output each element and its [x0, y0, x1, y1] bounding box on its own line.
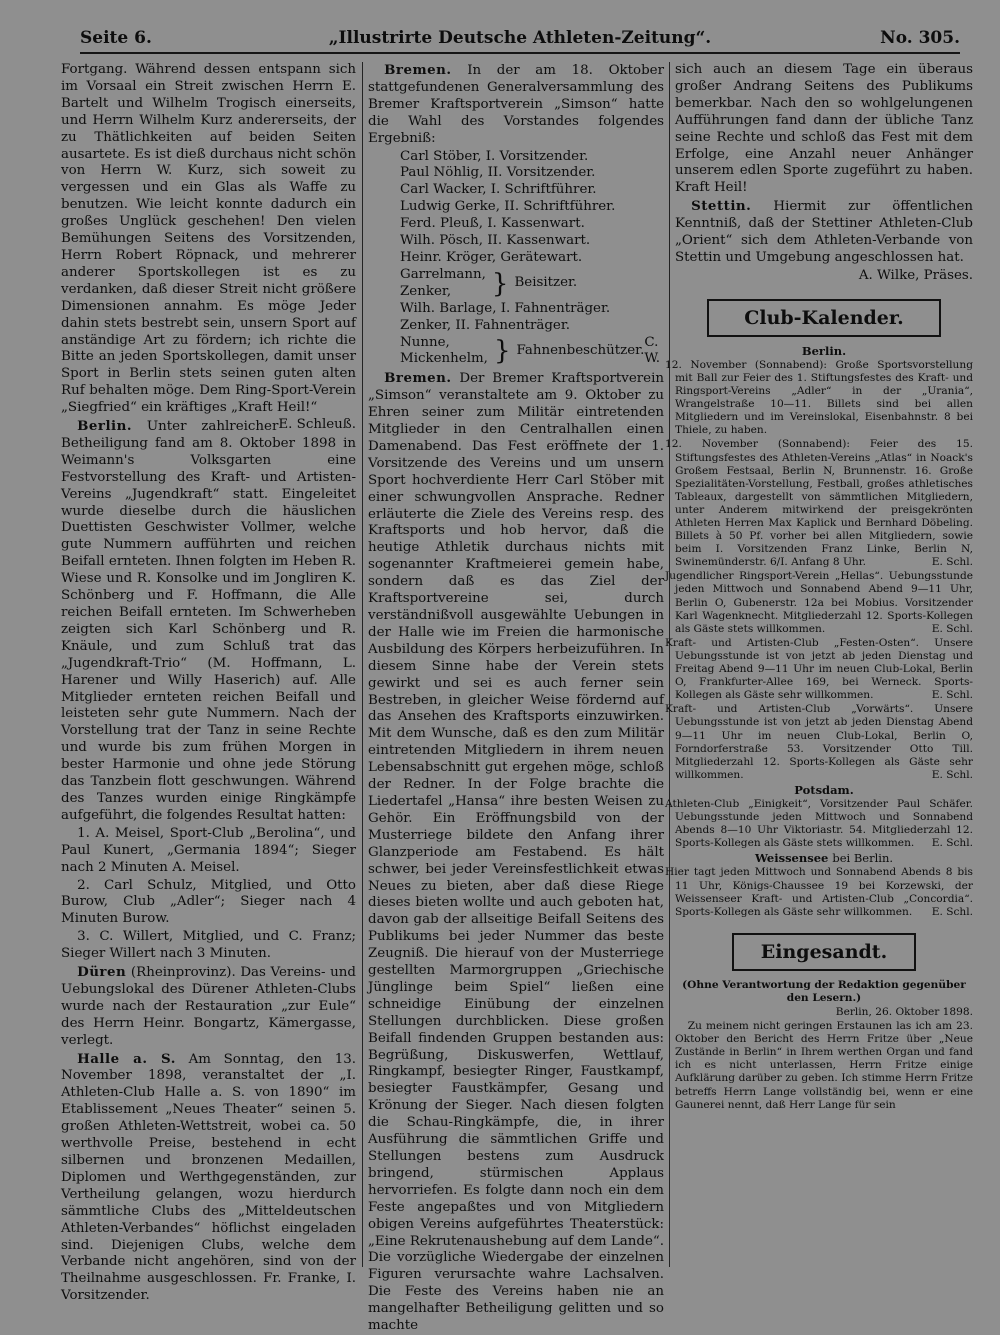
issue-number: No. 305. [880, 28, 960, 48]
paragraph-text: (Rheinprovinz). Das Vereins- und Uebungslokal des Dürener Athleten-Clubs wurde nach der Restauration „zur Eule“ des Herrn Heinr. Bongartz, Kämergasse, verlegt. [61, 965, 356, 1048]
page-header [80, 26, 960, 54]
calendar-entry [665, 866, 973, 918]
signature: E. Schl. [931, 768, 973, 781]
column-3 [665, 62, 973, 1267]
city-heading: Bremen. [384, 62, 452, 78]
calendar-entry [665, 797, 973, 850]
article-bremen-1 [368, 62, 664, 148]
entry-text: Athleten-Club „Einigkeit“, Vorsitzender Paul Schäfer. Uebungsstunde jeden Mittwoch und Sonnabend Abends 8—10 Uhr Viktoriastr. 54. Mitgliederzahl 12. Sports-Kollegen als Gäste stets willkommen. [665, 797, 973, 850]
paragraph-text: Fortgang. Während dessen entspann sich im Vorsaal ein Streit zwischen Herrn E. Bartelt und Wilhelm Trogisch einerseits, und Herrn Wilhelm Kurz andererseits, der zu Thätlichkeiten auf beiden Seiten ausartete. Es ist dieß durchaus nicht schön von Herrn W. Kurz, sich soweit zu vergessen und ein Glas als Waffe zu benutzen. Wie leicht konnte dadurch ein großes Unglück geschehen! Den vielen Bemühungen Seitens des Vorsitzenden, Herrn Robert Röpnack, und mehrerer anderer Sportskollegen ist es zu verdanken, daß dieser Streit nicht größere Dimensionen annahm. Es möge Jeder dahin stets bestrebt sein, unsern Sport auf anständige Art zu fördern; ich richte die Bitte an jeden Sportskollegen, damit unser Sport in Berlin stets seinen guten alten Ruf behalten möge. Dem Ring-Sport-Verein „Siegfried“ ein kräftiges „Kraft Heil!“ [61, 62, 356, 416]
paragraph-text: Der Bremer Kraftsportverein „Simson“ veranstaltete am 9. Oktober zu Ehren seiner zum Militär eintretenden Mitglieder in den Centralhallen einen Damenabend. Das Fest eröffnete der 1. Vorsitzende des Vereins und um unsern Sport hochverdiente Herr Carl Stöber mit einer schwungvollen Ansprache. Redner erläuterte die Ziele des Vereins resp. des Kraftsports und hob hervor, daß die heutige Athletik durchaus nichts mit sogenannter Kraftmeierei gemein habe, sondern daß es das Ziel der Kraftsportvereine sei, durch verständnißvoll ausgewählte Uebungen in der Halle wie im Freien die harmonische Ausbildung des Körpers herbeizuführen. In diesem Sinne habe der Verein stets gewirkt und sei es auch ferner sein Bestreben, in gleicher Weise fördernd auf das Ansehen des Kraftsports einzuwirken. Mit dem Wunsche, daß es den zum Militär eintretenden Mitgliedern in ihrem neuen Lebensabschnitt gut ergehen möge, schloß der Redner. In der Folge brachte die Liedertafel „Hansa“ ihre besten Weisen zu Gehör. Ein Eröffnungsbild von der Musterriege bildete den Anfang ihrer Glanzperiode am Festabend. Es hält schwer, bei jeder Vereinsfestlichkeit etwas Neues zu bieten, aber daß diese Riege dieses bieten wollte und auch geboten hat, davon gab der allseitige Beifall Seitens des Publikums bei jeder Nummer das beste Zeugniß. Die hierauf von der Musterriege gestellten Marmorgruppen „Griechische Jünglinge beim Spiel“ ließen eine schneidige Einübung der einzelnen Stellungen durchblicken. Diese großen Beifall findenden Gruppen bestanden aus: Begrüßung, Diskuswerfen, Wettlauf, Ringkampf, besiegter Ringer, Faustkampf, besiegter Faustkämpfer, Gesang und Krönung der Sieger. Nach diesen folgten die Schau-Ringkämpfe, die, in ihrer Ausführung die sämmtlichen Griffe und Stellungen bestens zum Ausdruck bringend, stürmischen Applaus hervorriefen. Es folgte dann noch ein dem Feste angepaßtes und von Mitgliedern obigen Vereins aufgeführtes Theaterstück: „Eine Rekrutenaushebung auf dem Lande“. Die vorzügliche Wiedergabe der einzelnen Figuren verursachte wahre Lachsalven. Die Feste des Vereins haben nie an mangelhafter Betheiligung gelitten und so machte [368, 371, 665, 1334]
signature: E. Schl. [931, 556, 973, 569]
disclaimer: (Ohne Verantwortung der Redaktion gegenüber den Lesern.) [682, 978, 966, 1004]
beisitzer-group [400, 267, 664, 301]
signature: E. Schleuß. [278, 417, 356, 433]
officer-item: Wilh. Pösch, II. Kassenwart. [400, 233, 591, 249]
entry-text: Hier tagt jeden Mittwoch und Sonnabend Abends 8 bis 11 Uhr, Königs-Chaussee 19 bei Korzewski, der Weissenseer Kraft- und Artisten-Club „Concordia“. Sports-Kollegen als Gäste sehr willkommen. [665, 866, 973, 918]
paragraph-text: In der am 18. Oktober stattgefundenen Generalversammlung des Bremer Kraftsportverein „Simson“ hatte die Wahl des Vorstandes folgendes Ergebniß: [368, 63, 665, 146]
column-divider [669, 62, 670, 1267]
calendar-city-heading [675, 852, 973, 865]
calendar-entry: 12. November (Sonnabend): Große Sportsvorstellung mit Ball zur Feier des 1. Stiftungsfestes des Kraft- und Ringsport-Vereins „Adler“ in der „Urania“, Wrangelstraße 10—11. Billets sind bei allen Mitgliedern und im Vereinslokal, Eisenbahnstr. 8 bei Thiele, zu haben. [665, 358, 973, 437]
brace-icon: } [491, 268, 509, 299]
article-halle [61, 1051, 356, 1306]
city-heading: Düren [77, 964, 127, 981]
entry-text: Kraft- und Artisten-Club „Festen-Osten“. Unsere Uebungsstunde ist von jetzt ab jeden Dienstag und Freitag Abend 9—11 Uhr im neuen Club-Lokal, Berlin O, Frankfurter-Allee 169, bei Werneck. Sports-Kollegen als Gäste sehr willkommen. [665, 636, 973, 702]
letter-text: Zu meinem nicht geringen Erstaunen las ich am 23. Oktober den Bericht des Herrn Fritze über „Neue Zustände in Berlin“ in Ihrem werthen Organ und fand ich es nicht unterlassen, Herrn Fritze einige Aufklärung darüber zu geben. Ich stimme Herrn Fritze betreffs Herrn Lange vollständig bei, wenn er eine Gaunerei nennt, daß Herr Lange für sein [675, 1020, 973, 1111]
fahnen-group [400, 335, 664, 369]
article-dueren [61, 964, 356, 1050]
page-number: Seite 6. [80, 28, 152, 48]
calendar-city-heading: Potsdam. [794, 782, 854, 797]
paragraph-text: Hiermit zur öffentlichen Kenntniß, daß der Stettiner Athleten-Club „Orient“ sich dem Athleten-Verbande von Stettin und Umgebung angeschlossen hat. [675, 199, 973, 265]
city-heading: Stettin. [691, 198, 752, 215]
officer-item: Heinr. Kröger, Gerätewart. [400, 249, 583, 265]
officer-item: Carl Wacker, I. Schriftführer. [400, 182, 597, 198]
officer-list [400, 149, 664, 369]
article-bremen-2 [368, 370, 664, 1335]
city-sub: bei Berlin. [832, 851, 894, 866]
officer-item: Garrelmann, [400, 266, 486, 282]
brace-icon: } [493, 336, 511, 367]
article-berlin [61, 418, 356, 825]
city-heading: Bremen. [384, 370, 452, 387]
calendar-city-heading: Berlin. [801, 343, 847, 358]
calendar-entry [665, 636, 973, 702]
city-heading: Halle a. S. [77, 1050, 176, 1067]
signature: E. Schl. [931, 622, 973, 635]
result-item: 1. A. Meisel, Sport-Club „Berolina“, und Paul Kunert, „Germania 1894“; Sieger nach 2 Minuten A. Meisel. [61, 825, 356, 875]
officer-item: Paul Nöhlig, II. Vorsitzender. [400, 165, 596, 181]
role-label: Beisitzer. [514, 275, 578, 291]
city-name: Weissensee [754, 851, 829, 866]
city-heading: Berlin. [77, 418, 133, 435]
officer-item: Wilh. Barlage, I. Fahnenträger. [400, 300, 611, 316]
calendar-entry [665, 703, 973, 782]
signature: A. Wilke, Präses. [858, 267, 973, 283]
signature: E. Schl. [931, 837, 973, 850]
signature: Fr. Franke, I. Vorsitzender. [61, 1271, 356, 1304]
officer-item: Nunne, [400, 334, 450, 350]
officer-item: Ludwig Gerke, II. Schriftführer. [400, 199, 616, 215]
officer-item: Carl Stöber, I. Vorsitzender. [400, 148, 589, 164]
signature: C. W. [644, 334, 661, 367]
eingesandt-section [675, 979, 973, 1112]
article-stettin [675, 198, 973, 267]
calendar-entry [665, 570, 973, 635]
newspaper-title: „Illustrirte Deutsche Athleten-Zeitung“. [328, 28, 712, 48]
officer-item: Zenker, [400, 283, 452, 299]
entry-text: Kraft- und Artisten-Club „Vorwärts“. Unsere Uebungsstunde ist von jetzt ab jeden Dienstag Abend 9—11 Uhr im neuen Club-Lokal, Berlin O, Forndorferstraße 53. Vorsitzender Otto Till. Mitgliederzahl 12. Sports-Kollegen als Gäste sehr willkommen. [665, 703, 973, 781]
section-title: Eingesandt. [760, 940, 888, 963]
entry-text: Jugendlicher Ringsport-Verein „Hellas“. Uebungsstunde jeden Mittwoch und Sonnabend Abend 9—11 Uhr, Berlin O, Gubenerstr. 12a bei Mobius. Vorsitzender Karl Wagenknecht. Mitgliederzahl 12. Sports-Kollegen als Gäste stets willkommen. [665, 570, 973, 635]
signature: E. Schl. [931, 905, 973, 918]
paragraph-text: Unter zahlreicher Betheiligung fand am 8. Oktober 1898 in Weimann's Volksgarten eine Festvorstellung des Kraft- und Artisten-Vereins „Jugendkraft“ statt. Eingeleitet wurde dieselbe durch die häuslichen Duettisten Geschwister Vollmer, welche gute Nummern aufführten und reichen Beifall ernteten. Ihnen folgten im Heben R. Wiese und R. Konsolke und im Jongliren K. Schönberg und F. Hoffmann, die Alle reichen Beifall ernteten. Im Schwerheben zeigten sich Karl Schönberg und R. Knäule, und zum Schluß trat das „Jugendkraft-Trio“ (M. Hoffmann, L. Harener und Willy Haserich) auf. Alle Mitglieder ernteten reichen Beifall und leisteten sehr gute Nummern. Nach der Vorstellung trat der Tanz in seine Rechte und wurde bis zum frühen Morgen in bester Harmonie und ohne jede Störung das Tanzbein flott geschwungen. Während des Tanzes wurden einige Ringkämpfe aufgeführt, die folgendes Resultat hatten: [61, 419, 356, 823]
article-continued: sich auch an diesem Tage ein überaus großer Andrang Seitens des Publikums bemerkbar. Nach den so wohlgelungenen Aufführungen fand dann der übliche Tanz seine Rechte und schloß das Fest mit dem Erfolge, eine Anzahl neuer Anhänger unserem edlen Sporte zugeführt zu haben. Kraft Heil! [675, 62, 973, 196]
role-label: Fahnenbeschützer. [516, 342, 645, 358]
column-1 [61, 62, 356, 1304]
officer-item: Zenker, II. Fahnenträger. [400, 317, 571, 333]
entry-text: 12. November (Sonnabend): Feier des 15. Stiftungsfestes des Athleten-Vereins „Atlas“ in Noack's Großem Festsaal, Berlin N, Brunnenstr. 16. Große Spezialitäten-Vorstellung, Festball, großes athletisches Tableaux, dargestellt von sämmtlichen Mitgliedern, unter Anderem mitwirkend der preisgekrönten Athleten Herren Max Kaplick und Bernhard Döbeling. Billets à 50 Pf. vorher bei allen Mitgliedern, sowie beim I. Vorsitzenden Franz Linke, Berlin N, Swinemünderstr. 6/I. Anfang 8 Uhr. [665, 438, 973, 569]
officer-item: Mickenhelm, [400, 351, 488, 367]
article-paragraph [61, 62, 356, 433]
calendar-entry [665, 438, 973, 569]
club-calendar [665, 343, 973, 919]
officer-item: Ferd. Pleuß, I. Kassenwart. [400, 216, 585, 232]
column-2 [368, 62, 665, 1334]
result-item: 3. C. Willert, Mitglied, und C. Franz; Sieger Willert nach 3 Minuten. [61, 929, 356, 962]
eingesandt-heading [732, 933, 916, 971]
club-calendar-heading [707, 299, 941, 337]
column-divider [362, 62, 363, 1267]
result-item: 2. Carl Schulz, Mitglied, und Otto Burow, Club „Adler“; Sieger nach 4 Minuten Burow. [61, 877, 356, 927]
paragraph-text: Am Sonntag, den 13. November 1898, veranstaltet der „I. Athleten-Club Halle a. S. von 1890“ im Etablissement „Neues Theater“ seinen 5. großen Athleten-Wettstreit, wobei ca. 50 werthvolle Preise, bestehend in echt silbernen und bronzenen Medaillen, Diplomen und Werthgegenständen, zur Vertheilung gelangen, wozu hierdurch sämmtliche Clubs des „Mitteldeutschen Athleten-Verbandes“ höflichst eingeladen sind. Diejenigen Clubs, welche dem Verbande nicht angehören, sind von der Theilnahme ausgeschlossen. [61, 1051, 356, 1287]
letter-date: Berlin, 26. Oktober 1898. [835, 1006, 973, 1018]
signature: E. Schl. [931, 689, 973, 702]
section-title: Club-Kalender. [744, 306, 904, 329]
